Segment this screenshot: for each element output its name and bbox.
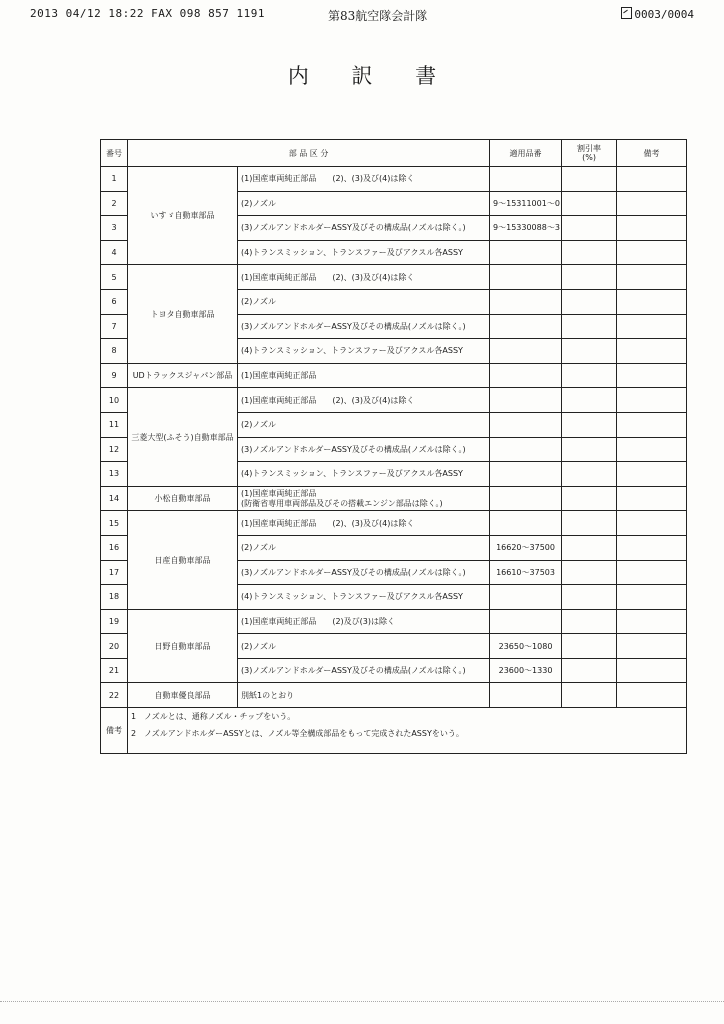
row-number: 4	[101, 240, 128, 265]
document-title: 内 訳 書	[287, 64, 455, 88]
discount-rate-cell	[562, 167, 617, 192]
part-category: (3)ノズルアンドホルダーASSY及びその構成品(ノズルは除く。)	[238, 314, 490, 339]
row-number: 8	[101, 339, 128, 364]
row-number: 11	[101, 412, 128, 437]
remarks-cell	[617, 683, 687, 708]
part-category: (2)ノズル	[238, 412, 490, 437]
remarks-cell	[617, 191, 687, 216]
applicable-part-number	[490, 437, 562, 462]
row-number: 1	[101, 167, 128, 192]
part-category: (1)国産車両純正部品 (防衛省専用車両部品及びその搭載エンジン部品は除く。)	[238, 486, 490, 511]
part-category: (4)トランスミッション、トランスファー及びアクスル各ASSY	[238, 585, 490, 610]
applicable-part-number	[490, 363, 562, 388]
row-number: 18	[101, 585, 128, 610]
applicable-part-number: 9～15311001～0	[490, 191, 562, 216]
applicable-part-number: 9～15330088～3	[490, 216, 562, 241]
fax-header	[0, 7, 724, 23]
remarks-cell	[617, 437, 687, 462]
maker-name: 日産自動車部品	[128, 511, 238, 609]
part-category: (1)国産車両純正部品 (2)、(3)及び(4)は除く	[238, 167, 490, 192]
fax-sender-name: 第83航空隊会計隊	[328, 9, 428, 23]
header-category: 部 品 区 分	[128, 140, 490, 167]
discount-rate-cell	[562, 265, 617, 290]
applicable-part-number	[490, 289, 562, 314]
applicable-part-number: 16620～37500	[490, 535, 562, 560]
applicable-part-number: 23650～1080	[490, 634, 562, 659]
discount-rate-cell	[562, 437, 617, 462]
row-number: 19	[101, 609, 128, 634]
breakdown-table	[100, 139, 687, 754]
maker-name: 小松自動車部品	[128, 486, 238, 511]
applicable-part-number	[490, 339, 562, 364]
remarks-cell	[617, 240, 687, 265]
fax-bottom-edge	[0, 1001, 724, 1006]
discount-rate-cell	[562, 412, 617, 437]
row-number: 10	[101, 388, 128, 413]
maker-name: 三菱大型(ふそう)自動車部品	[128, 388, 238, 486]
row-number: 22	[101, 683, 128, 708]
applicable-part-number	[490, 462, 562, 487]
discount-rate-cell	[562, 560, 617, 585]
discount-rate-cell	[562, 314, 617, 339]
discount-rate-cell	[562, 191, 617, 216]
remarks-cell	[617, 609, 687, 634]
table-row	[101, 388, 687, 413]
remarks-cell	[617, 634, 687, 659]
remarks-cell	[617, 289, 687, 314]
header-remarks: 備考	[617, 140, 687, 167]
part-category: (1)国産車両純正部品 (2)、(3)及び(4)は除く	[238, 265, 490, 290]
row-number: 15	[101, 511, 128, 536]
remarks-cell	[617, 314, 687, 339]
header-part-number: 適用品番	[490, 140, 562, 167]
fax-page-counter	[621, 7, 694, 21]
note-item: 2 ノズルアンドホルダーASSYとは、ノズル等全構成部品をもって完成されたASSYをいう。	[131, 729, 464, 739]
discount-rate-cell	[562, 585, 617, 610]
discount-rate-cell	[562, 240, 617, 265]
maker-name: いすゞ自動車部品	[128, 167, 238, 265]
applicable-part-number	[490, 265, 562, 290]
discount-rate-cell	[562, 511, 617, 536]
part-category: (1)国産車両純正部品 (2)、(3)及び(4)は除く	[238, 511, 490, 536]
part-category: (2)ノズル	[238, 191, 490, 216]
remarks-cell	[617, 535, 687, 560]
applicable-part-number	[490, 511, 562, 536]
discount-rate-cell	[562, 634, 617, 659]
notes-row	[101, 708, 687, 754]
fax-transmission-info: 2013 04/12 18:22 FAX 098 857 1191	[30, 7, 266, 20]
discount-rate-cell	[562, 486, 617, 511]
maker-name: 自動車優良部品	[128, 683, 238, 708]
table-row	[101, 609, 687, 634]
row-number: 2	[101, 191, 128, 216]
row-number: 17	[101, 560, 128, 585]
discount-rate-cell	[562, 658, 617, 683]
table-row	[101, 265, 687, 290]
remarks-cell	[617, 412, 687, 437]
discount-rate-cell	[562, 339, 617, 364]
applicable-part-number	[490, 388, 562, 413]
part-category: (1)国産車両純正部品 (2)及び(3)は除く	[238, 609, 490, 634]
maker-name: トヨタ自動車部品	[128, 265, 238, 363]
remarks-cell	[617, 363, 687, 388]
remarks-cell	[617, 216, 687, 241]
part-category: (3)ノズルアンドホルダーASSY及びその構成品(ノズルは除く。)	[238, 658, 490, 683]
header-discount-rate: 割引率 (%)	[562, 140, 617, 167]
row-number: 16	[101, 535, 128, 560]
table-row	[101, 363, 687, 388]
remarks-cell	[617, 388, 687, 413]
remarks-cell	[617, 511, 687, 536]
maker-name: 日野自動車部品	[128, 609, 238, 683]
row-number: 6	[101, 289, 128, 314]
part-category: (1)国産車両純正部品	[238, 363, 490, 388]
applicable-part-number	[490, 683, 562, 708]
part-category: (1)国産車両純正部品 (2)、(3)及び(4)は除く	[238, 388, 490, 413]
part-category: (3)ノズルアンドホルダーASSY及びその構成品(ノズルは除く。)	[238, 437, 490, 462]
row-number: 5	[101, 265, 128, 290]
part-category: (4)トランスミッション、トランスファー及びアクスル各ASSY	[238, 339, 490, 364]
header-number: 番号	[101, 140, 128, 167]
row-number: 14	[101, 486, 128, 511]
applicable-part-number	[490, 240, 562, 265]
applicable-part-number	[490, 167, 562, 192]
discount-rate-cell	[562, 535, 617, 560]
discount-rate-cell	[562, 388, 617, 413]
part-category: (3)ノズルアンドホルダーASSY及びその構成品(ノズルは除く。)	[238, 560, 490, 585]
remarks-cell	[617, 486, 687, 511]
row-number: 7	[101, 314, 128, 339]
table-header-row	[101, 140, 687, 167]
applicable-part-number: 16610～37503	[490, 560, 562, 585]
remarks-cell	[617, 560, 687, 585]
part-category: (4)トランスミッション、トランスファー及びアクスル各ASSY	[238, 462, 490, 487]
applicable-part-number	[490, 609, 562, 634]
discount-rate-cell	[562, 609, 617, 634]
applicable-part-number: 23600～1330	[490, 658, 562, 683]
row-number: 13	[101, 462, 128, 487]
remarks-cell	[617, 265, 687, 290]
table-row	[101, 167, 687, 192]
remarks-cell	[617, 585, 687, 610]
maker-name: UDトラックスジャパン部品	[128, 363, 238, 388]
row-number: 20	[101, 634, 128, 659]
table-row	[101, 683, 687, 708]
note-item: 1 ノズルとは、通称ノズル・チップをいう。	[131, 712, 296, 722]
remarks-cell	[617, 462, 687, 487]
fax-page-number: 0003/0004	[634, 8, 694, 21]
discount-rate-cell	[562, 289, 617, 314]
part-category: (2)ノズル	[238, 535, 490, 560]
remarks-cell	[617, 339, 687, 364]
part-category: (2)ノズル	[238, 289, 490, 314]
remarks-cell	[617, 167, 687, 192]
discount-rate-cell	[562, 683, 617, 708]
table-row	[101, 486, 687, 511]
row-number: 21	[101, 658, 128, 683]
part-category: (2)ノズル	[238, 634, 490, 659]
applicable-part-number	[490, 585, 562, 610]
fax-page-icon	[621, 7, 632, 19]
part-category: (4)トランスミッション、トランスファー及びアクスル各ASSY	[238, 240, 490, 265]
applicable-part-number	[490, 486, 562, 511]
applicable-part-number	[490, 314, 562, 339]
row-number: 9	[101, 363, 128, 388]
row-number: 12	[101, 437, 128, 462]
discount-rate-cell	[562, 216, 617, 241]
remarks-cell	[617, 658, 687, 683]
discount-rate-cell	[562, 462, 617, 487]
part-category: 別紙1のとおり	[238, 683, 490, 708]
discount-rate-cell	[562, 363, 617, 388]
table-row	[101, 511, 687, 536]
notes-body	[128, 708, 687, 754]
notes-label: 備考	[101, 708, 128, 754]
applicable-part-number	[490, 412, 562, 437]
row-number: 3	[101, 216, 128, 241]
part-category: (3)ノズルアンドホルダーASSY及びその構成品(ノズルは除く。)	[238, 216, 490, 241]
